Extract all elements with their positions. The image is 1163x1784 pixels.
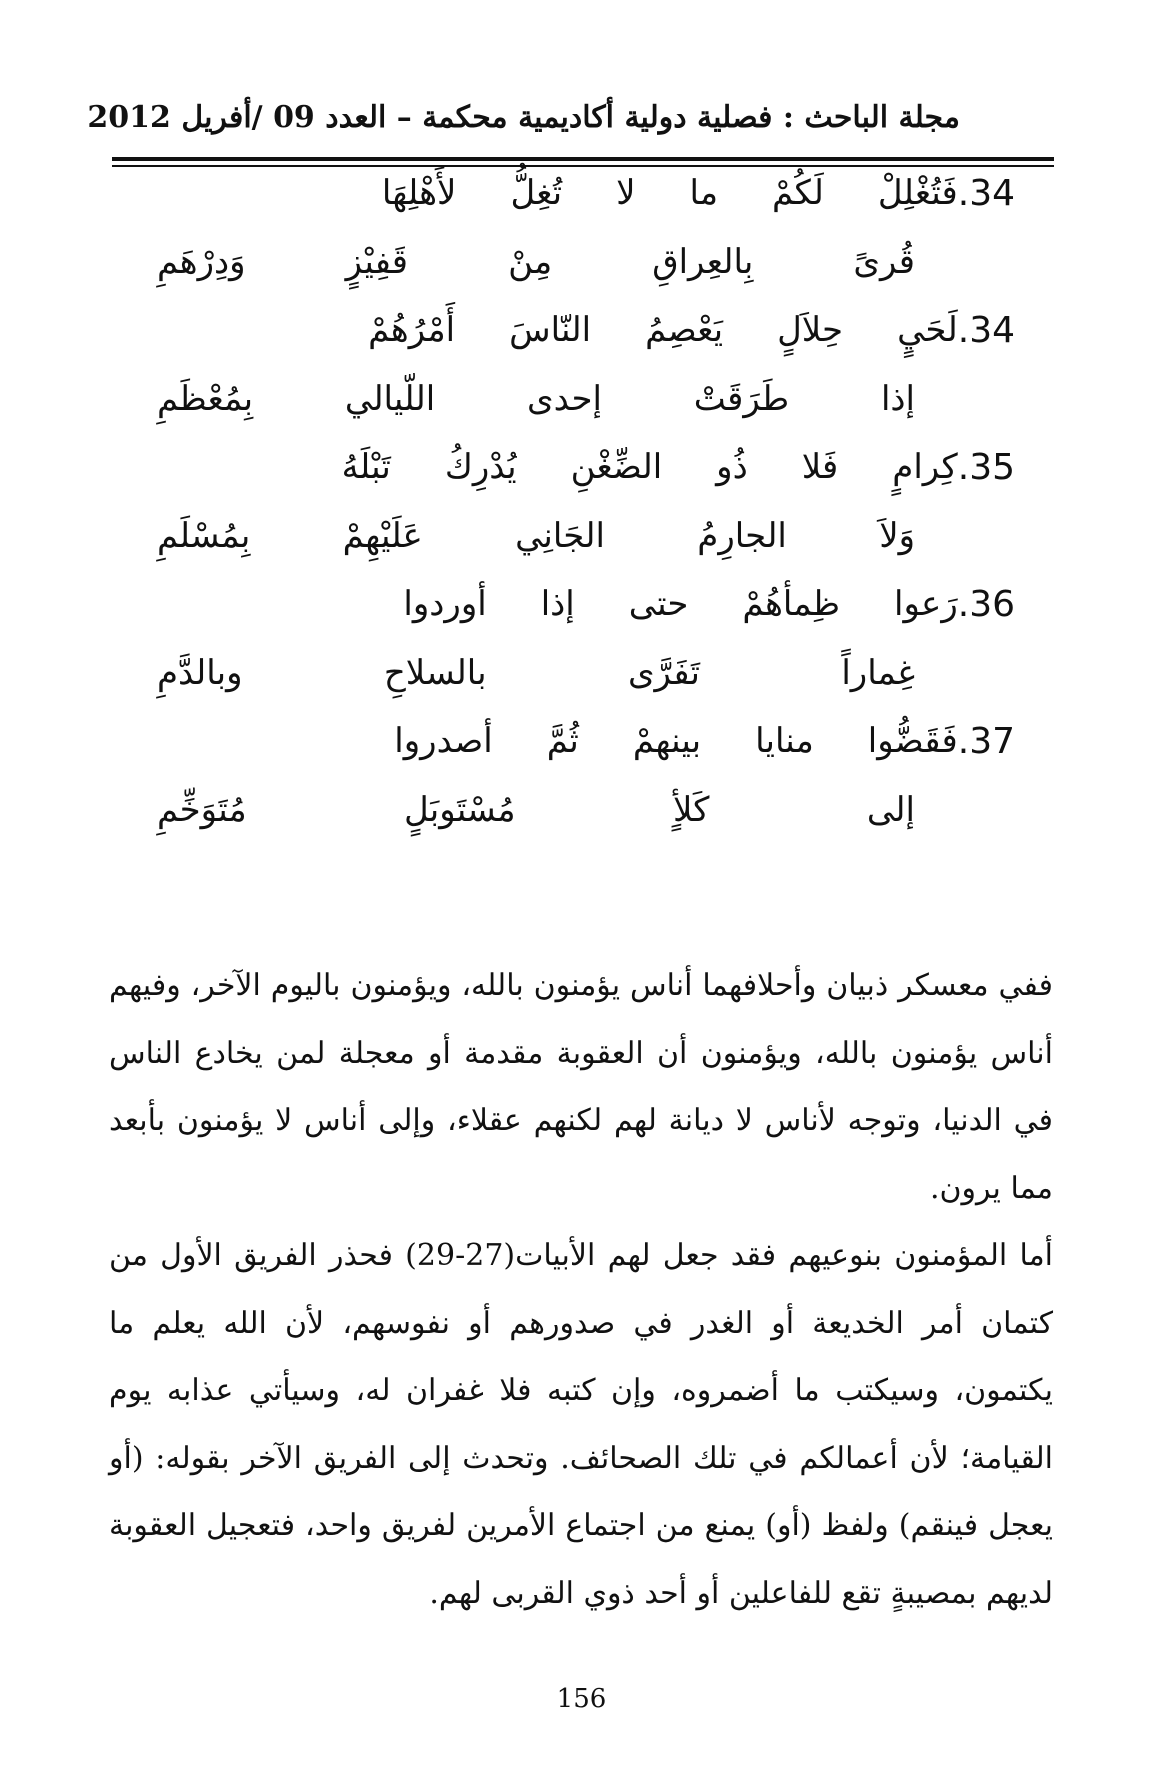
prose-paragraph-2: أما المؤمنون بنوعيهم فقد جعل لهم الأبيات(27-29) فحذر الفريق الأول من كتمان أمر الخديعة أو الغدر في صدورهم أو نفوسهم، لأن الله يعلم ما يكتمون، وسيكتب ما أضمروه، وإن كتبه فلا غفران له، وسيأتي عذابه يوم القيامة؛ لأن أعمالكم في تلك الصحائف. وتحدث إلى الفريق الآخر بقوله: (أو يعجل فينقم) ولفظ (أو) يمنع من اجتماع الأمرين لفريق واحد، فتعجيل العقوبة لديهم بمصيبةٍ تقع للفاعلين أو أحد ذوي القربى لهم. <box>109 1238 1054 1611</box>
verse-word: وَلاَ <box>879 515 915 556</box>
verse-word: يُدْرِكُ <box>444 447 517 487</box>
prose-paragraph-1: ففي معسكر ذبيان وأحلافهما أناس يؤمنون بالله، ويؤمنون باليوم الآخر، وفيهم أناس يؤمنون بالله، ويؤمنون أن العقوبة مقدمة أو معجلة لمن يخادع الناس في الدنيا، وتوجه لأناس لا ديانة لهم لكنهم عقلاء، وإلى أناس لا يؤمنون بأبعد مما يرون. <box>109 968 1053 1206</box>
verse-word: تَبْلَهُ <box>341 447 391 487</box>
verse-word: إلى <box>866 789 915 830</box>
verse-word: قُرىً <box>853 241 915 282</box>
verse-word: تَفَرَّى <box>627 652 700 693</box>
verse-word: مِنْ <box>508 241 553 282</box>
verse-word: ذُو <box>716 447 748 487</box>
verse-word: لأَهْلِهَا <box>381 173 457 213</box>
verse-word: أوردوا <box>403 584 487 624</box>
page-number: 156 <box>556 1684 607 1714</box>
verse-word: لَحَيٍ <box>897 310 958 350</box>
verse-word: بالسلاحِ <box>383 652 487 693</box>
verse-number: 34. <box>957 172 1015 214</box>
verse-word: إذا <box>880 378 915 419</box>
verse-number: 37. <box>957 720 1015 762</box>
verse-line-second <box>157 780 1025 840</box>
verse-line-first <box>157 163 1015 223</box>
verse-word: قَفِيْزٍ <box>345 241 409 282</box>
verse-word: عَلَيْهِمْ <box>342 515 423 556</box>
verse-word: كِرامٍ <box>892 447 958 487</box>
verse-line-second <box>157 643 1025 703</box>
verse-word: بِمُسْلَمِ <box>157 515 251 556</box>
verse-word: مُتَوَخِّمِ <box>157 789 247 830</box>
verse-word: وبالدَّمِ <box>157 652 243 693</box>
verse-line-second <box>157 369 1025 429</box>
verse-line-second <box>157 232 1025 292</box>
verse-number: 35. <box>957 446 1015 488</box>
verse-word: حتى <box>628 584 689 624</box>
verse-word: فَتُغْلِلْ <box>877 173 958 213</box>
journal-header-title: مجلة الباحث : فصلية دولية أكاديمية محكمة – العدد 09 /أفريل 2012 <box>87 100 960 135</box>
verse-word: ظِمأهُمْ <box>742 584 841 624</box>
prose-body <box>109 952 1053 1627</box>
verse-word: بِالعِراقِ <box>652 241 754 282</box>
verse-number: 36. <box>957 583 1015 625</box>
verse-word: حِلاَلٍ <box>777 310 844 350</box>
verse-word: إحدى <box>527 378 602 419</box>
verse-word: غِماراً <box>841 652 915 693</box>
verse-word: كَلأٍ <box>673 789 710 830</box>
verse-line-second <box>157 506 1025 566</box>
verse-word: الضِّغْنِ <box>570 447 663 487</box>
verse-word: فَقَضُّوا <box>867 721 958 761</box>
verse-word: أَمْرُهُمْ <box>368 310 456 350</box>
verse-word: أصدروا <box>394 721 493 761</box>
verse-line-first <box>157 437 1015 497</box>
verse-word: تُغِلُّ <box>510 173 563 213</box>
verse-line-first <box>157 711 1015 771</box>
verse-word: بِمُعْظَمِ <box>157 378 254 419</box>
verse-word: فَلا <box>801 447 839 487</box>
verse-word: طَرَقَتْ <box>693 378 790 419</box>
verse-word: مُسْتَوبَلٍ <box>404 789 516 830</box>
verse-line-first <box>157 300 1015 360</box>
verse-word: إذا <box>540 584 575 624</box>
verse-word: رَعوا <box>894 584 958 624</box>
verse-word: بينهمْ <box>632 721 702 761</box>
verse-word: يَعْصِمُ <box>645 310 724 350</box>
verse-word: ما <box>689 173 719 213</box>
verse-word: لَكُمْ <box>772 173 824 213</box>
verse-word: اللّيالي <box>344 378 436 419</box>
verse-word: لا <box>616 173 636 213</box>
verse-word: الجَانِي <box>515 515 605 556</box>
verse-word: ثُمَّ <box>546 721 579 761</box>
verse-word: النّاسَ <box>509 310 592 350</box>
verse-word: وَدِرْهَمِ <box>157 241 246 282</box>
header-rule-thick <box>112 157 1054 161</box>
verse-word: الجارِمُ <box>697 515 787 556</box>
verse-word: منايا <box>755 721 814 761</box>
verse-line-first <box>157 574 1015 634</box>
verse-number: 34. <box>957 309 1015 351</box>
